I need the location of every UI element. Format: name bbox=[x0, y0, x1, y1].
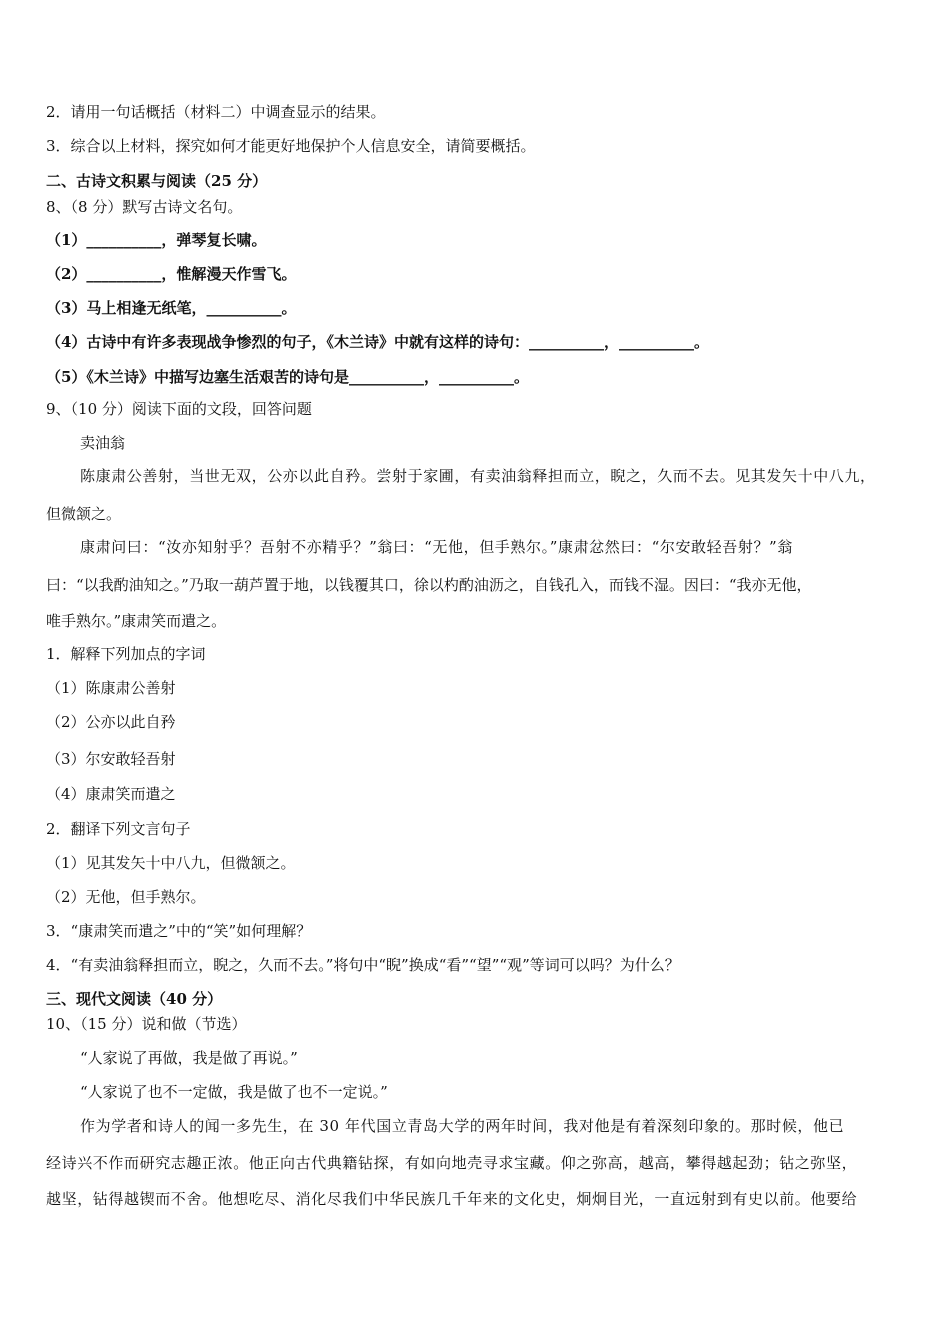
question-line: 2．翻译下列文言句子 bbox=[46, 820, 191, 838]
passage-line: 陈康肃公善射，当世无双，公亦以此自矜。尝射于家圃，有卖油翁释担而立，睨之，久而不去。见其发矢十中八九， bbox=[80, 467, 876, 485]
passage-line: 但微颔之。 bbox=[46, 505, 122, 523]
passage-line: 作为学者和诗人的闻一多先生，在 30 年代国立青岛大学的两年时间，我对他是有着深刻印象的。那时候，他已 bbox=[80, 1117, 845, 1135]
passage-line: “人家说了再做，我是做了再说。” bbox=[80, 1049, 298, 1067]
passage-title: 卖油翁 bbox=[80, 434, 126, 452]
passage-line: “人家说了也不一定做，我是做了也不一定说。” bbox=[80, 1083, 388, 1101]
question-line: （4）康肃笑而遣之 bbox=[46, 785, 176, 803]
question-line: 3．“康肃笑而遣之”中的“笑”如何理解？ bbox=[46, 922, 312, 940]
question-line: （2）公亦以此自矜 bbox=[46, 713, 176, 731]
section-heading: 三、现代文阅读（40 分） bbox=[46, 990, 223, 1008]
question-line: （3）尔安敢轻吾射 bbox=[46, 750, 176, 768]
fill-blank-line: （1）__________，弹琴复长啸。 bbox=[46, 231, 267, 249]
passage-line: 越坚，钻得越锲而不舍。他想吃尽、消化尽我们中华民族几千年来的文化史，炯炯目光，一直远射到有史以前。他要给 bbox=[46, 1190, 858, 1208]
question-title: 9、（10 分）阅读下面的文段，回答问题 bbox=[46, 400, 312, 418]
passage-line: 唯手熟尔。”康肃笑而遣之。 bbox=[46, 612, 227, 630]
passage-line: 康肃问曰：“汝亦知射乎？吾射不亦精乎？”翁曰：“无他，但手熟尔。”康肃忿然曰：“尔安敢轻吾射？”翁 bbox=[80, 538, 793, 556]
fill-blank-line: （3）马上相逢无纸笔，__________。 bbox=[46, 299, 297, 317]
fill-blank-line: （2）__________，惟解漫天作雪飞。 bbox=[46, 265, 297, 283]
section-heading: 二、古诗文积累与阅读（25 分） bbox=[46, 172, 268, 190]
question-line: 4．“有卖油翁释担而立，睨之，久而不去。”将句中“睨”换成“看”“望”“观”等词可以吗？为什么？ bbox=[46, 956, 680, 974]
question-line: （2）无他，但手熟尔。 bbox=[46, 888, 206, 906]
passage-line: 经诗兴不作而研究志趣正浓。他正向古代典籍钻探，有如向地壳寻求宝藏。仰之弥高，越高，攀得越起劲；钻之弥坚， bbox=[46, 1154, 858, 1172]
question-line: 3．综合以上材料，探究如何才能更好地保护个人信息安全，请简要概括。 bbox=[46, 137, 536, 155]
question-line: （1）陈康肃公善射 bbox=[46, 679, 176, 697]
fill-blank-line: （4）古诗中有许多表现战争惨烈的句子，《木兰诗》中就有这样的诗句：__________，__________。 bbox=[46, 333, 709, 351]
question-line: （1）见其发矢十中八九，但微颔之。 bbox=[46, 854, 296, 872]
passage-line: 曰：“以我酌油知之。”乃取一葫芦置于地，以钱覆其口，徐以杓酌油沥之，自钱孔入，而钱不湿。因曰：“我亦无他， bbox=[46, 576, 812, 594]
question-line: 1．解释下列加点的字词 bbox=[46, 645, 206, 663]
question-line: 8、（8 分）默写古诗文名句。 bbox=[46, 198, 243, 216]
fill-blank-line: （5）《木兰诗》中描写边塞生活艰苦的诗句是__________，__________。 bbox=[46, 368, 529, 386]
question-line: 2．请用一句话概括（材料二）中调查显示的结果。 bbox=[46, 103, 386, 121]
question-title: 10、（15 分）说和做（节选） bbox=[46, 1015, 247, 1033]
question-title bbox=[46, 196, 242, 218]
